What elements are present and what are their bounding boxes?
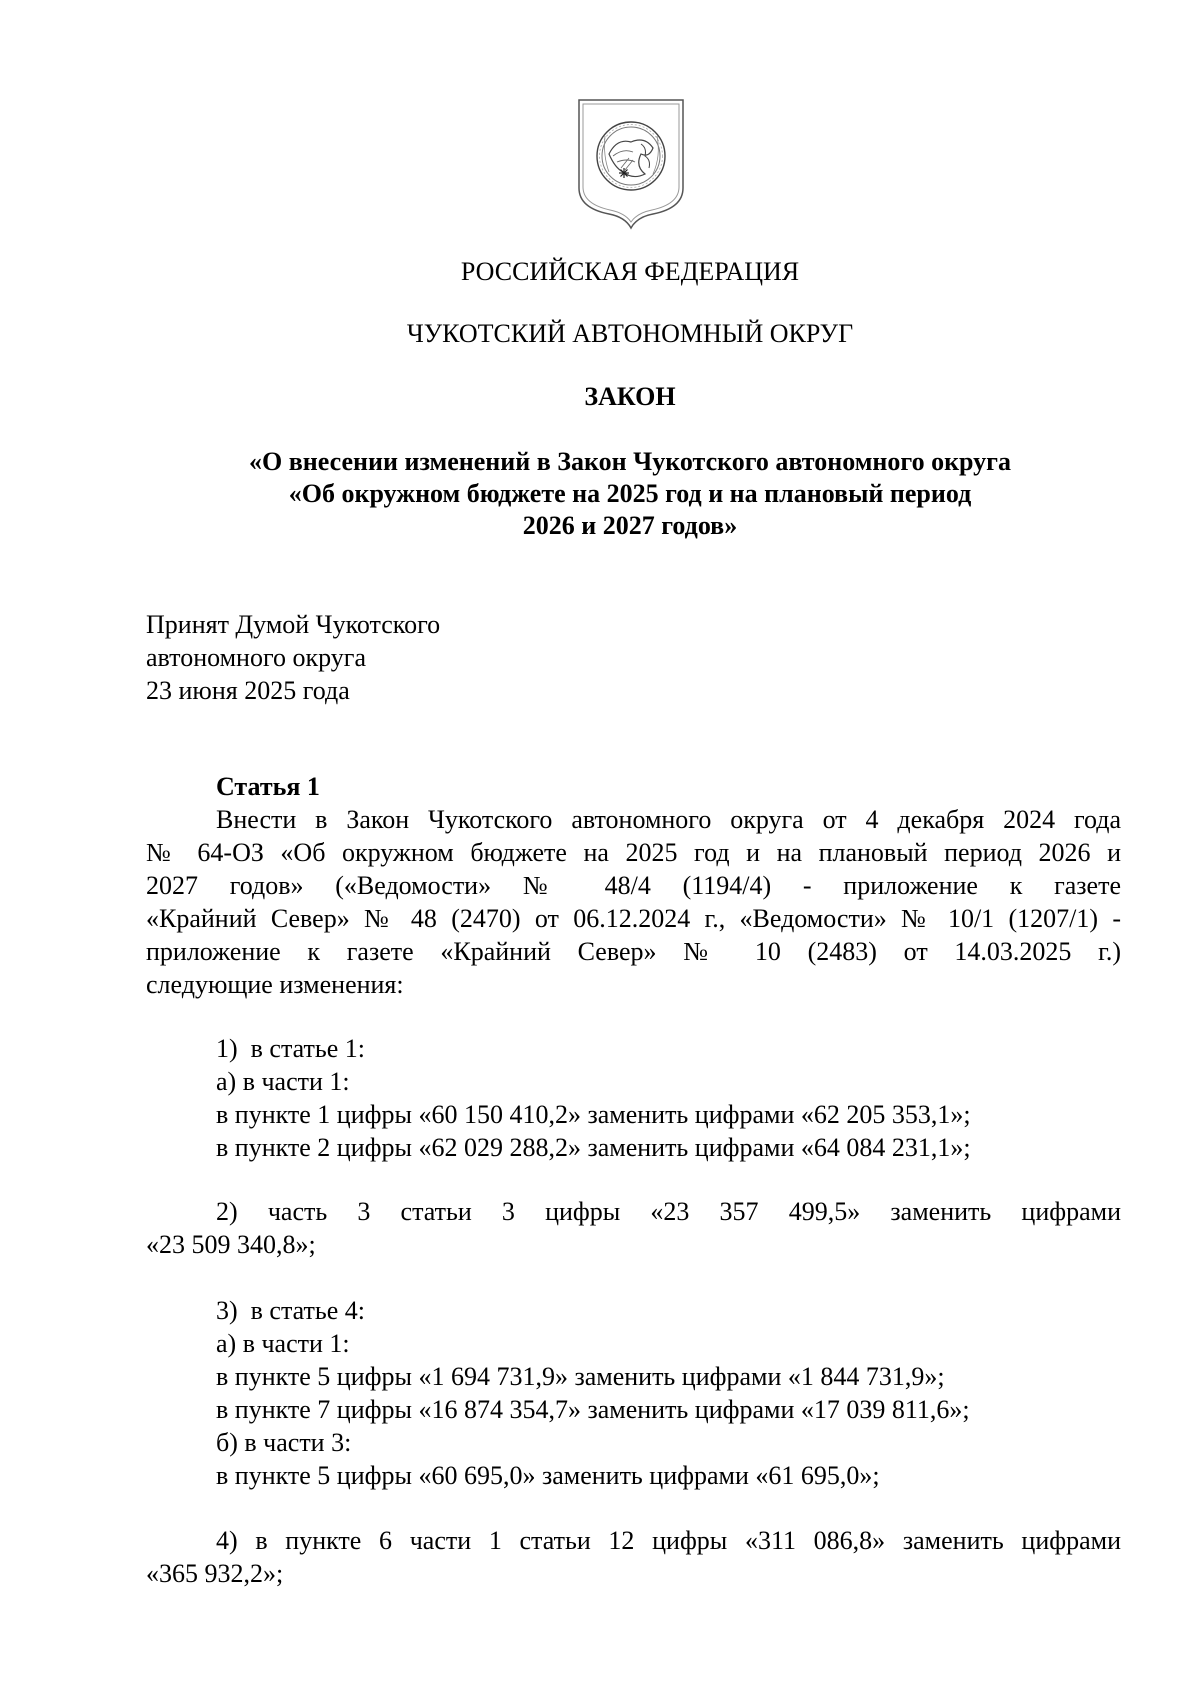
paragraph-line: приложение к газете «Крайний Север» № 10 (2483) от 14.03.2025 г.)	[146, 937, 1121, 966]
item-subpoint: б) в части 3:	[216, 1428, 352, 1457]
region-heading: ЧУКОТСКИЙ АВТОНОМНЫЙ ОКРУГ	[406, 319, 854, 348]
document-type-heading: ЗАКОН	[584, 382, 676, 411]
item-text: в пункте 5 цифры «1 694 731,9» заменить цифрами «1 844 731,9»;	[216, 1362, 945, 1391]
adoption-note	[146, 608, 440, 707]
article-intro-paragraph	[146, 803, 1121, 1001]
article-heading: Статья 1	[216, 772, 320, 801]
item-heading: 1) в статье 1:	[216, 1034, 366, 1063]
item-subpoint: а) в части 1:	[216, 1329, 350, 1358]
item-text: в пункте 5 цифры «60 695,0» заменить цифрами «61 695,0»;	[216, 1461, 880, 1490]
item-text: в пункте 1 цифры «60 150 410,2» заменить цифрами «62 205 353,1»;	[216, 1100, 971, 1129]
item-text: в пункте 2 цифры «62 029 288,2» заменить цифрами «64 084 231,1»;	[216, 1133, 971, 1162]
country-heading: РОССИЙСКАЯ ФЕДЕРАЦИЯ	[460, 257, 800, 286]
law-title-line: «О внесении изменений в Закон Чукотского автономного округа	[249, 447, 1011, 476]
amendment-item-3	[216, 1294, 1121, 1492]
item-heading: 3) в статье 4:	[216, 1296, 366, 1325]
paragraph-line: «Крайний Север» № 48 (2470) от 06.12.2024 г., «Ведомости» № 10/1 (1207/1) -	[146, 904, 1121, 933]
law-title-line: 2026 и 2027 годов»	[522, 511, 738, 540]
item-text: «23 509 340,8»;	[146, 1230, 316, 1259]
paragraph-line: № 64-ОЗ «Об окружном бюджете на 2025 год и на плановый период 2026 и	[146, 838, 1121, 867]
paragraph-line: Внести в Закон Чукотского автономного округа от 4 декабря 2024 года	[216, 805, 1121, 834]
item-subpoint: а) в части 1:	[216, 1067, 350, 1096]
item-text: в пункте 7 цифры «16 874 354,7» заменить цифрами «17 039 811,6»;	[216, 1395, 970, 1424]
amendment-item-1	[216, 1032, 1121, 1164]
paragraph-line: 2027 годов» («Ведомости» № 48/4 (1194/4) - приложение к газете	[146, 871, 1121, 900]
law-title	[150, 446, 1110, 542]
adoption-date: 23 июня 2025 года	[146, 676, 350, 705]
item-text: 2) часть 3 статьи 3 цифры «23 357 499,5» заменить цифрами	[216, 1197, 1121, 1226]
adoption-line: автономного округа	[146, 643, 366, 672]
item-text: «365 932,2»;	[146, 1559, 284, 1588]
law-title-line: «Об окружном бюджете на 2025 год и на плановый период	[288, 479, 972, 508]
amendment-item-4	[146, 1524, 1121, 1590]
adoption-line: Принят Думой Чукотского	[146, 610, 441, 639]
paragraph-line: следующие изменения:	[146, 970, 404, 999]
amendment-item-2	[146, 1195, 1121, 1261]
item-text: 4) в пункте 6 части 1 статьи 12 цифры «311 086,8» заменить цифрами	[216, 1526, 1121, 1555]
coat-of-arms-emblem	[575, 96, 687, 232]
